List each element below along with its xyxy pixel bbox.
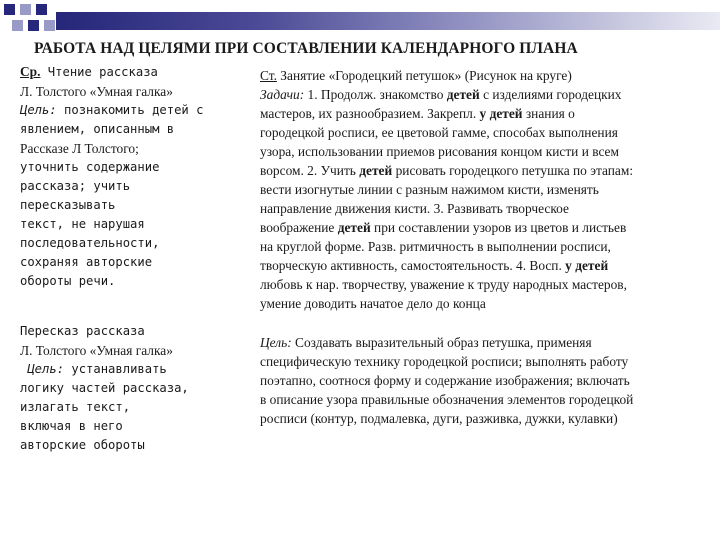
tasks-text: знания о xyxy=(522,106,575,121)
lesson-tasks-line: вести изогнутые линии с разным нажимом кисти, изменять xyxy=(260,182,599,197)
lesson-tasks-line xyxy=(260,256,710,275)
reading-goal-line: явлением, описанным в xyxy=(20,122,175,136)
retelling-goal-line: логику частей рассказа, xyxy=(20,381,189,395)
lesson-tasks-line: любовь к нар. творчеству, уважение к труду народных мастеров, xyxy=(260,277,627,292)
retelling-goal-line: авторские обороты xyxy=(20,438,145,452)
tasks-text: творческую активность, самостоятельность. 4. Восп. xyxy=(260,258,566,273)
tasks-bold: у детей xyxy=(479,106,523,121)
left-block-retelling xyxy=(20,322,235,455)
tasks-text: при составлении узоров из цветов и листьев xyxy=(370,220,627,235)
reading-goal-line: обороты речи. xyxy=(20,274,116,288)
day-label: Ср. xyxy=(20,64,41,79)
lesson-goal-line: поэтапно, соотнося форму и содержание изображения; включать xyxy=(260,373,630,388)
tasks-text: рисовать городецкого петушка по этапам: xyxy=(392,163,634,178)
lesson-tasks-line: направление движения кисти. 3. Развивать творческое xyxy=(260,201,569,216)
reading-goal-line: рассказа; учить xyxy=(20,179,131,193)
retelling-heading: Пересказ рассказа xyxy=(20,324,145,338)
tasks-text: с изделиями городецких xyxy=(479,87,622,102)
decor-square xyxy=(44,20,55,31)
reading-goal-first xyxy=(20,101,235,120)
goal-label: Цель: xyxy=(20,103,57,117)
lesson-goal-line: росписи (контур, подмалевка, дуги, разживка, дужки, кулавки) xyxy=(260,411,618,426)
goal-text: устанавливать xyxy=(64,362,167,376)
slide-title: РАБОТА НАД ЦЕЛЯМИ ПРИ СОСТАВЛЕНИИ КАЛЕНДАРНОГО ПЛАНА xyxy=(34,40,578,57)
reading-goal-line: Рассказе Л Толстого; xyxy=(20,141,139,156)
lesson-tasks-line xyxy=(260,218,710,237)
tasks-text: мастеров, их разнообразием. Закрепл. xyxy=(260,106,480,121)
lesson-title: Занятие «Городецкий петушок» (Рисунок на круге) xyxy=(276,68,572,83)
reading-author: Л. Толстого «Умная галка» xyxy=(20,84,173,99)
lesson-goal-line: специфическую технику городецкой росписи; выполнять работу xyxy=(260,354,629,369)
goal-label: Цель: xyxy=(260,335,292,350)
left-block-reading xyxy=(20,62,235,291)
tasks-bold: детей xyxy=(446,87,480,102)
goal-label: Цель: xyxy=(27,362,65,376)
reading-goal-line: текст, не нарушая xyxy=(20,217,145,231)
tasks-text: 1. Продолж. знакомство xyxy=(304,87,447,102)
lesson-goal-line: в описание узора правильные обозначения элементов городецкой xyxy=(260,392,634,407)
tasks-text: воображение xyxy=(260,220,338,235)
reading-heading xyxy=(20,62,235,82)
lesson-tasks-line: узора, использовании приемов рисования концом кисти и всем xyxy=(260,144,619,159)
tasks-bold: у детей xyxy=(565,258,609,273)
goal-text: Создавать выразительный образ петушка, применяя xyxy=(291,335,592,350)
decor-square xyxy=(4,4,15,15)
right-block-goal xyxy=(260,333,710,428)
retelling-goal-line: излагать текст, xyxy=(20,400,131,414)
reading-goal-line: последовательности, xyxy=(20,236,160,250)
right-block-lesson xyxy=(260,66,710,313)
lesson-tasks-line: на круглой форме. Разв. ритмичность в выполнении росписи, xyxy=(260,239,611,254)
lesson-tasks-line xyxy=(260,85,710,104)
tasks-text: ворсом. 2. Учить xyxy=(260,163,360,178)
retelling-author: Л. Толстого «Умная галка» xyxy=(20,343,173,358)
retelling-goal-first xyxy=(20,360,235,379)
tasks-bold: детей xyxy=(359,163,393,178)
header-gradient-bar xyxy=(56,12,720,30)
lesson-tasks-line xyxy=(260,104,710,123)
decor-square xyxy=(28,20,39,31)
lesson-goal-first xyxy=(260,333,710,352)
tasks-bold: детей xyxy=(337,220,371,235)
reading-goal-line: пересказывать xyxy=(20,198,116,212)
lesson-tasks-line: городецкой росписи, ее цветовой гамме, способах выполнения xyxy=(260,125,618,140)
goal-text: познакомить детей с xyxy=(56,103,204,117)
retelling-goal-line: включая в него xyxy=(20,419,123,433)
day-label: Ст. xyxy=(260,68,277,83)
decor-square xyxy=(36,4,47,15)
activity-text: Чтение рассказа xyxy=(40,65,158,79)
reading-goal-line: уточнить содержание xyxy=(20,160,160,174)
lesson-tasks-line: умение доводить начатое дело до конца xyxy=(260,296,486,311)
lesson-tasks-line xyxy=(260,161,710,180)
lesson-heading xyxy=(260,66,710,85)
reading-goal-line: сохраняя авторские xyxy=(20,255,153,269)
decor-square xyxy=(12,20,23,31)
decor-square xyxy=(20,4,31,15)
tasks-label: Задачи: xyxy=(260,87,305,102)
